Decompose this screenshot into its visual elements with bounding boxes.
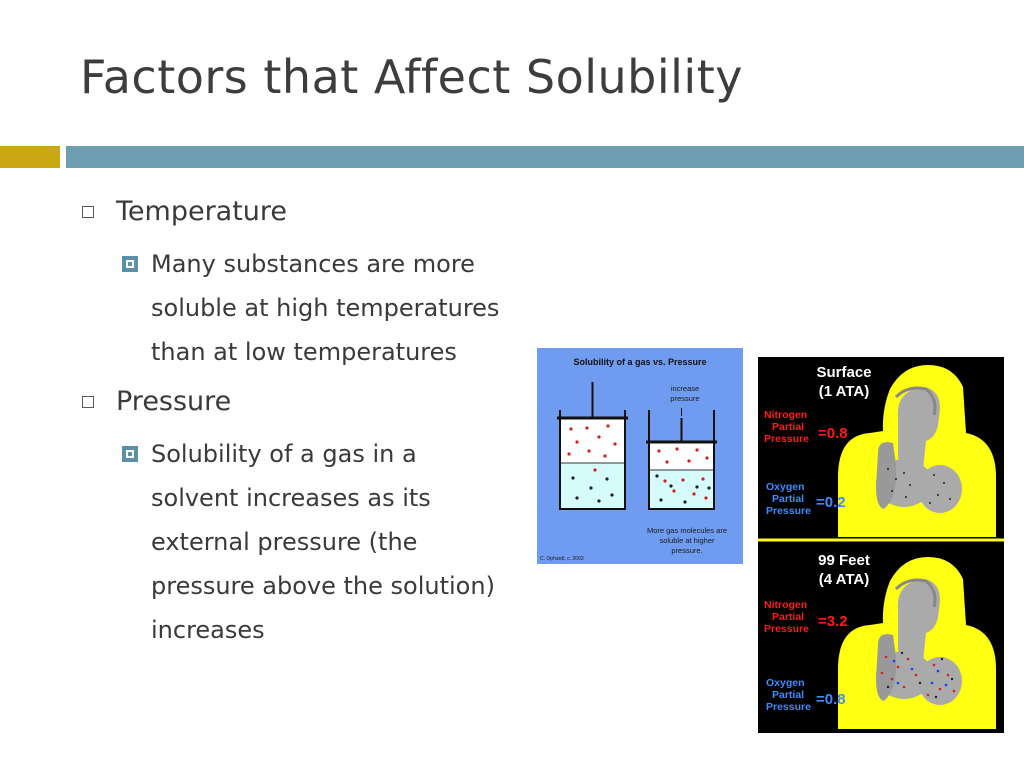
- sub-bullet-line: soluble at high temperatures: [151, 294, 500, 322]
- liquid-region-left: [560, 463, 625, 509]
- sub-bullet-line: than at low temperatures: [151, 338, 457, 366]
- bullet-label: Temperature: [116, 196, 288, 227]
- gas-region-left: [560, 418, 625, 463]
- label-line: Pressure: [764, 623, 809, 635]
- caption-line: pressure.: [671, 546, 703, 555]
- sub-bullet-temperature: [80, 242, 580, 374]
- accent-bar-teal: [66, 146, 1024, 168]
- bullet-list: [80, 190, 580, 658]
- slide-title: Factors that Affect Solubility: [80, 50, 743, 104]
- bullet-temperature: [80, 190, 580, 234]
- accent-bar-gold: [0, 146, 60, 168]
- sub-bullet-line: solvent increases as its: [151, 484, 431, 512]
- label-line: Pressure: [764, 433, 809, 445]
- surface-label: [794, 363, 894, 401]
- label-line: Surface: [816, 364, 872, 381]
- figure-credit: C. Ophardt, c. 2003: [540, 556, 584, 562]
- sub-bullet-line: external pressure (the: [151, 528, 418, 556]
- nitrogen-label-depth: [764, 599, 809, 635]
- liquid-region-right: [649, 470, 714, 509]
- oxygen-label-depth: [766, 677, 811, 713]
- nitrogen-value-depth: =3.2: [818, 613, 848, 630]
- sub-bullet-line: Many substances are more: [151, 250, 475, 278]
- label-line: Pressure: [766, 505, 811, 517]
- label-line: Partial: [772, 421, 805, 433]
- label-line: Partial: [772, 493, 805, 505]
- filled-square-bullet-icon: [122, 446, 138, 462]
- gas-region-right: [649, 442, 714, 470]
- label-line: (1 ATA): [818, 383, 870, 400]
- oxygen-label-surface: [766, 481, 811, 517]
- bullet-pressure: [80, 380, 580, 424]
- increase-pressure-label: [655, 384, 715, 404]
- square-bullet-icon: [82, 396, 94, 408]
- label-line: 99 Feet: [818, 552, 870, 569]
- oxygen-value-surface: =0.2: [816, 494, 846, 511]
- caption-line: soluble at higher: [659, 536, 715, 545]
- nitrogen-value-surface: =0.8: [818, 425, 848, 442]
- label-line: Oxygen: [766, 677, 805, 689]
- bullet-label: Pressure: [116, 386, 232, 417]
- label-line: Partial: [772, 689, 805, 701]
- sub-bullet-line: Solubility of a gas in a: [151, 440, 417, 468]
- diving-pressure-figure: [758, 357, 1004, 733]
- caption-line: More gas molecules are: [646, 526, 728, 535]
- figure-caption: [633, 526, 741, 556]
- label-line: Nitrogen: [764, 409, 808, 421]
- sub-bullet-line: increases: [151, 616, 265, 644]
- figure-title: Solubility of a gas vs. Pressure: [573, 357, 707, 367]
- nitrogen-label-surface: [764, 409, 809, 445]
- label-line: Partial: [772, 611, 805, 623]
- label-line: pressure: [670, 394, 700, 403]
- sub-bullet-line: pressure above the solution): [151, 572, 495, 600]
- label-line: increase: [670, 384, 700, 393]
- gas-pressure-figure: [537, 348, 743, 564]
- label-line: Nitrogen: [764, 599, 808, 611]
- label-line: (4 ATA): [818, 571, 870, 588]
- depth-label: [794, 551, 894, 589]
- sub-bullet-pressure: [80, 432, 580, 652]
- oxygen-value-depth: =0.8: [816, 691, 846, 708]
- square-bullet-icon: [82, 206, 94, 218]
- label-line: Oxygen: [766, 481, 805, 493]
- label-line: Pressure: [766, 701, 811, 713]
- filled-square-bullet-icon: [122, 256, 138, 272]
